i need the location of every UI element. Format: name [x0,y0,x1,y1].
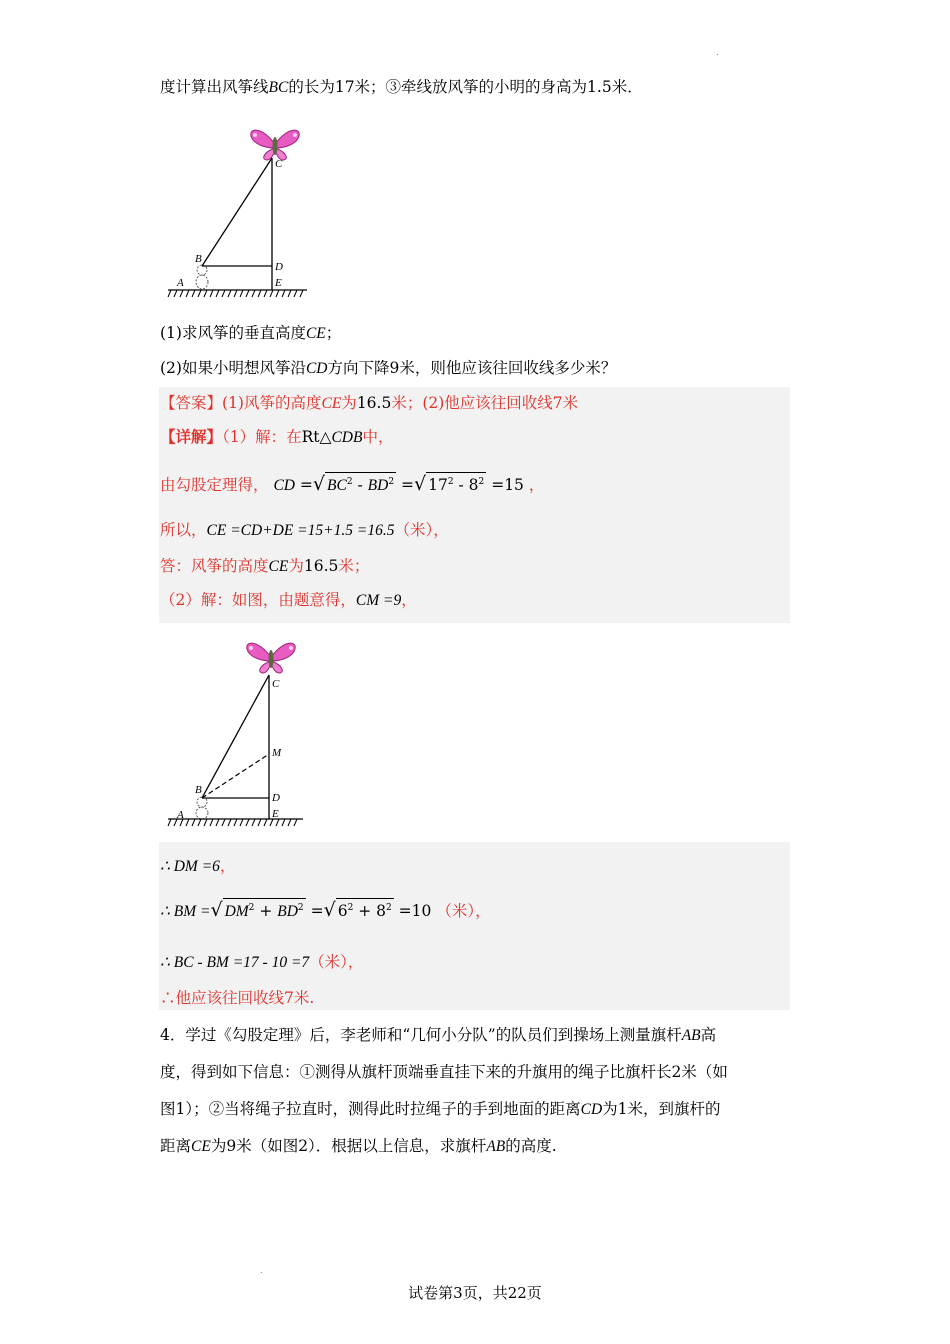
label-d: D [272,792,280,804]
detail-line-1: 【详解】（1）解：在Rt△CDB中， [160,427,394,446]
q4-line-3: 图1）；②当将绳子拉直时，测得此时拉绳子的手到地面的距离CD为1米，到旗杆的 [160,1100,721,1118]
q4-line-2: 度，得到如下信息：①测得从旗杆顶端垂直挂下来的升旗用的绳子比旗杆长2米（如 [160,1063,728,1081]
paragraph-intro: 度计算出风筝线BC的长为17米；③牵线放风筝的小明的身高为1.5米． [160,78,643,96]
label-b: B [195,784,202,796]
kite-figure-2 [165,633,315,838]
detail-line-9: ∴他应该往回收线7米. [160,989,315,1007]
label-a: A [177,277,184,289]
label-e: E [272,808,279,820]
detail-line-2: 由勾股定理得， CD =√ $BC^2 - BD^2$ =√ $17^2 - 8^2 =15$ ， [160,473,545,496]
q4-line-4: 距离CE为9米（如图2）．根据以上信息，求旗杆AB的高度. [160,1137,557,1155]
answer-block-lower [159,842,790,1010]
page-footer: 试卷第3页，共22页 [408,1284,542,1302]
detail-line-8: ∴ BC - BM =17 - 10 =7（米）， [160,953,364,971]
detail-line-7: ∴ BM =√ $DM^2 + BD^2$ =√ $6^2 + 8^2 =10$ （米）， [160,899,491,922]
answer-block [159,387,790,623]
question-1: (1)求风筝的垂直高度CE； [160,324,342,342]
label-b: B [195,253,202,265]
label-c: C [272,678,280,690]
label-a: A [177,809,184,821]
butterfly-kite-icon [247,643,295,673]
label-m: M [272,747,282,759]
detail-line-3: 所以，CE =CD+DE =15+1.5 =16.5（米）， [160,521,449,539]
q4-line-1: 4．学过《勾股定理》后，李老师和“几何小分队”的队员们到操场上测量旗杆AB高 [160,1026,717,1044]
ground-hatching [168,819,297,826]
kite-figure-1 [165,122,315,302]
detail-line-6: ∴ DM =6， [160,857,236,875]
answer-line: 【答案】(1)风筝的高度CE为16.5米；(2)他应该往回收线7米 [160,394,579,412]
label-c: C [275,158,283,170]
person-icon [196,797,208,819]
detail-line-5: （2）解：如图，由题意得，CM =9， [160,591,417,609]
question-2: (2)如果小明想风筝沿CD方向下降9米，则他应该往回收线多少米？ [160,359,617,377]
person-icon [196,265,208,289]
butterfly-kite-icon [251,130,299,160]
ground-hatching [168,290,303,297]
label-d: D [275,261,283,273]
detail-line-4: 答：风筝的高度CE为16.5米； [160,557,370,575]
label-e: E [275,277,282,289]
